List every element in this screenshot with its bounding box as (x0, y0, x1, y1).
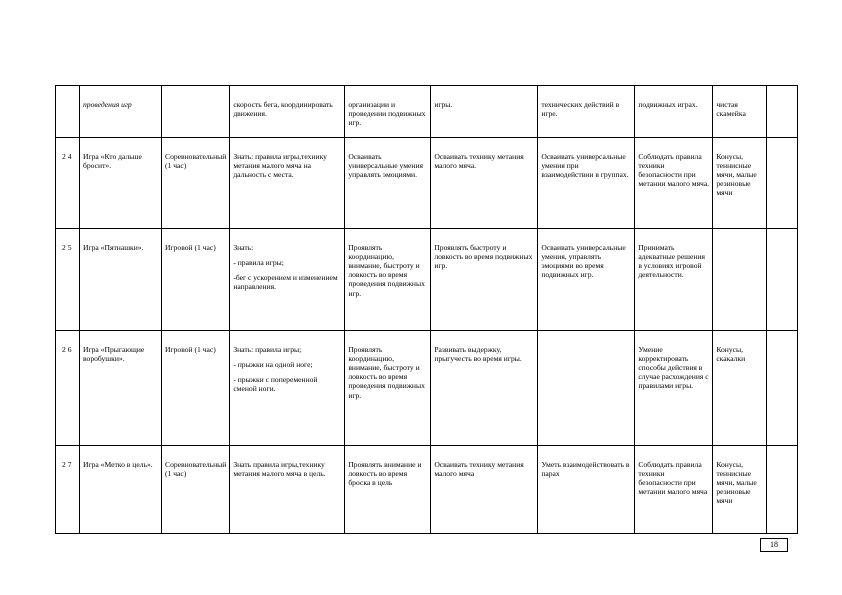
cell-knowledge (230, 138, 345, 229)
cell-col8: Принимать адекватные решения в условиях игровой деятельности. (635, 229, 713, 331)
cell-col10 (767, 86, 798, 138)
cell-equipment (713, 229, 767, 331)
cell-equipment: Конусы, скакалки (713, 331, 767, 446)
cell-game: Игра «Кто дальше бросит». (80, 138, 162, 229)
cell-type: Соревновательный (1 час) (162, 446, 230, 534)
cell-type: Игровой (1 час) (162, 331, 230, 446)
table-row (56, 86, 798, 138)
cell-knowledge (230, 229, 345, 331)
cell-col5: Проявлять координацию, внимание, быстроту и ловкость во время проведения подвижных игр. (345, 331, 431, 446)
cell-col5: организации и проведении подвижных игр. (345, 86, 431, 138)
knowledge-line: Знать правила игры,технику метания малого мяча в цель. (233, 460, 326, 479)
cell-col10 (767, 229, 798, 331)
cell-equipment: чистая скамейка (713, 86, 767, 138)
lesson-plan-table (55, 85, 798, 534)
table-row (56, 446, 798, 534)
cell-type (162, 86, 230, 138)
cell-col5: Проявлять координацию, внимание, быстроту и ловкость во время проведения подвижных игр. (345, 229, 431, 331)
cell-col8: Умение корректировать способы действия в случае расхождения с правилами игры. (635, 331, 713, 446)
cell-col10 (767, 331, 798, 446)
cell-col7: Уметь взаимодействовать в парах (538, 446, 635, 534)
table-row (56, 229, 798, 331)
knowledge-line: Знать: правила игры; (233, 345, 302, 354)
knowledge-line: Знать: (233, 243, 254, 252)
cell-game: Игра «Прыгающие воробушки». (80, 331, 162, 446)
cell-number: 2 4 (56, 138, 80, 229)
cell-col6: Проявлять быстроту и ловкость во время подвижных игр. (431, 229, 538, 331)
cell-number: 2 5 (56, 229, 80, 331)
knowledge-line: -бег с ускорением и изменением направления. (233, 273, 338, 292)
cell-col7: Осваивать универсальные умения, управлять эмоциями во время подвижных игр. (538, 229, 635, 331)
cell-type: Соревновательный (1 час) (162, 138, 230, 229)
cell-col7: Осваивать универсальные умения при взаимодействии в группах. (538, 138, 635, 229)
cell-number: 2 6 (56, 331, 80, 446)
cell-col6: Развивать выдержку, прыгучесть во время игры. (431, 331, 538, 446)
cell-col8: Соблюдать правила техники безопасности при метании малого мяча (635, 446, 713, 534)
cell-col6: Осваивать технику метания малого мяча. (431, 138, 538, 229)
cell-game: Игра «Метко в цель». (80, 446, 162, 534)
cell-col6: игры. (431, 86, 538, 138)
cell-equipment: Конусы, теннисные мячи, малые резиновые мячи (713, 446, 767, 534)
cell-equipment: Конусы, теннисные мячи, малые резиновые мячи (713, 138, 767, 229)
knowledge-line: - прыжки на одной ноге; (233, 360, 313, 370)
cell-col5: Проявлять внимание и ловкость во время броска в цель (345, 446, 431, 534)
page-number: 18 (760, 538, 788, 552)
knowledge-line: - правила игры; (233, 258, 284, 268)
cell-knowledge: скорость бега, координировать движения. (230, 86, 345, 138)
cell-col10 (767, 138, 798, 229)
cell-number (56, 86, 80, 138)
cell-game: проведения игр (80, 86, 162, 138)
cell-type: Игровой (1 час) (162, 229, 230, 331)
cell-col8: Соблюдать правила техники безопасности при метании малого мяча. (635, 138, 713, 229)
cell-col10 (767, 446, 798, 534)
cell-col7 (538, 331, 635, 446)
knowledge-line: - прыжки с попеременной сменой ноги. (233, 375, 318, 394)
cell-knowledge (230, 446, 345, 534)
table-row (56, 138, 798, 229)
cell-col6: Осваивать технику метания малого мяча (431, 446, 538, 534)
cell-col8: подвижных играх. (635, 86, 713, 138)
cell-col7: технических действий в игре. (538, 86, 635, 138)
cell-knowledge (230, 331, 345, 446)
cell-number: 2 7 (56, 446, 80, 534)
cell-col5: Осваивать универсальные умения управлять эмоциями. (345, 138, 431, 229)
knowledge-line: Знать: правила игры,технику метания малого мяча на дальность с места. (233, 152, 327, 180)
cell-game: Игра «Пятнашки». (80, 229, 162, 331)
table-row (56, 331, 798, 446)
